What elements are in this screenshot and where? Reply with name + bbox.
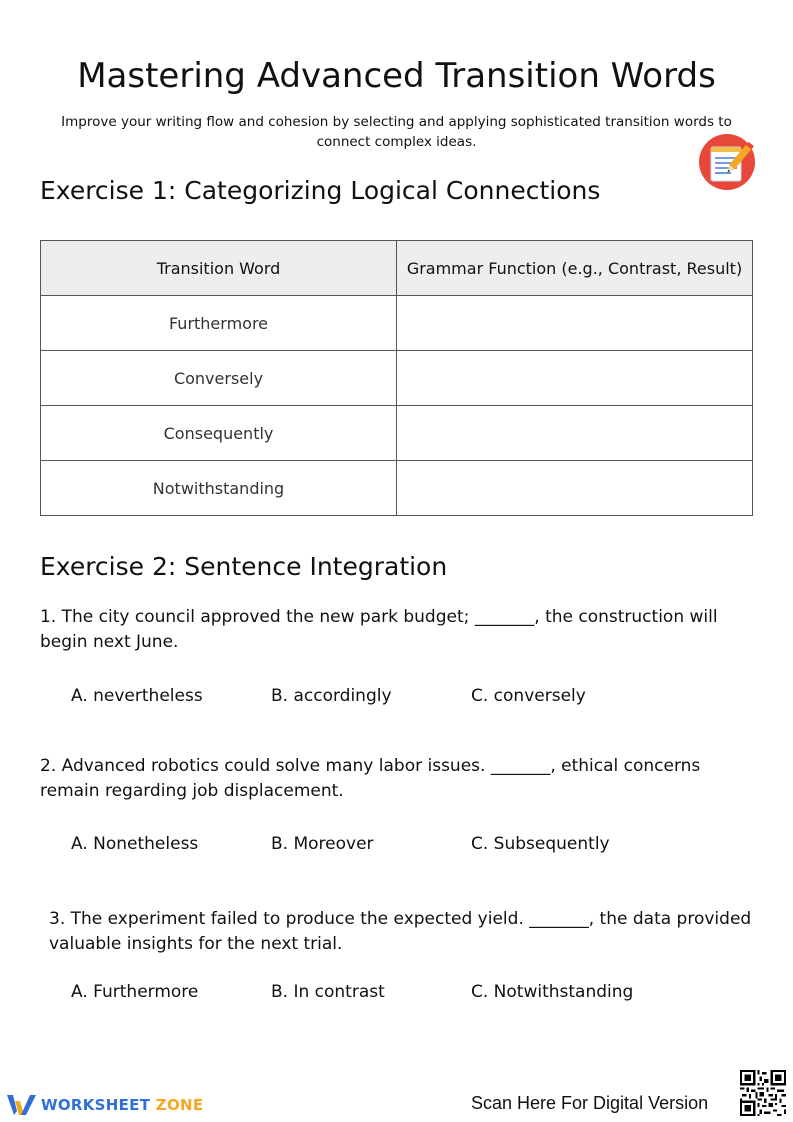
option-a[interactable]: A. nevertheless bbox=[71, 686, 203, 706]
transition-table bbox=[40, 240, 753, 516]
question-3: 3. The experiment failed to produce the expected yield. _______, the data provided valuable insights for the next trial. bbox=[49, 909, 752, 954]
transition-word-cell: Conversely bbox=[41, 351, 397, 406]
option-c[interactable]: C. conversely bbox=[471, 686, 586, 706]
table-row bbox=[41, 406, 753, 461]
transition-word-cell: Furthermore bbox=[41, 296, 397, 351]
transition-word-cell: Notwithstanding bbox=[41, 461, 397, 516]
option-b[interactable]: B. In contrast bbox=[271, 982, 385, 1002]
column-header-grammar-function: Grammar Function (e.g., Contrast, Result) bbox=[397, 241, 753, 296]
question-1: 1. The city council approved the new park budget; _______, the construction will begin next June. bbox=[40, 607, 718, 652]
question-2: 2. Advanced robotics could solve many labor issues. _______, ethical concerns remain regarding job displacement. bbox=[40, 756, 701, 801]
option-b[interactable]: B. Moreover bbox=[271, 834, 374, 854]
column-header-transition-word: Transition Word bbox=[41, 241, 397, 296]
table-row bbox=[41, 351, 753, 406]
option-a[interactable]: A. Furthermore bbox=[71, 982, 199, 1002]
option-b[interactable]: B. accordingly bbox=[271, 686, 392, 706]
table-row bbox=[41, 461, 753, 516]
option-c[interactable]: C. Subsequently bbox=[471, 834, 610, 854]
table-header-row bbox=[41, 241, 753, 296]
brand-name-part1: WORKSHEET bbox=[41, 1096, 151, 1114]
exercise-1-heading: Exercise 1: Categorizing Logical Connections bbox=[40, 176, 601, 205]
worksheet-zone-logo-icon bbox=[7, 1093, 37, 1117]
option-a[interactable]: A. Nonetheless bbox=[71, 834, 199, 854]
option-c[interactable]: C. Notwithstanding bbox=[471, 982, 634, 1002]
table-row bbox=[41, 296, 753, 351]
qr-code-icon[interactable] bbox=[740, 1070, 786, 1116]
answer-cell[interactable] bbox=[397, 406, 753, 461]
transition-word-cell: Consequently bbox=[41, 406, 397, 461]
page-subtitle: Improve your writing flow and cohesion by selecting and applying sophisticated transition words to connect complex ideas. bbox=[61, 114, 732, 150]
scan-instruction: Scan Here For Digital Version bbox=[471, 1093, 709, 1113]
brand-name-part2: ZONE bbox=[155, 1096, 204, 1114]
notepad-pencil-icon bbox=[698, 133, 756, 191]
answer-cell[interactable] bbox=[397, 461, 753, 516]
worksheet-zone-logo[interactable] bbox=[7, 1091, 203, 1119]
page-title: Mastering Advanced Transition Words bbox=[77, 56, 716, 96]
answer-cell[interactable] bbox=[397, 351, 753, 406]
exercise-2-heading: Exercise 2: Sentence Integration bbox=[40, 552, 448, 581]
answer-cell[interactable] bbox=[397, 296, 753, 351]
